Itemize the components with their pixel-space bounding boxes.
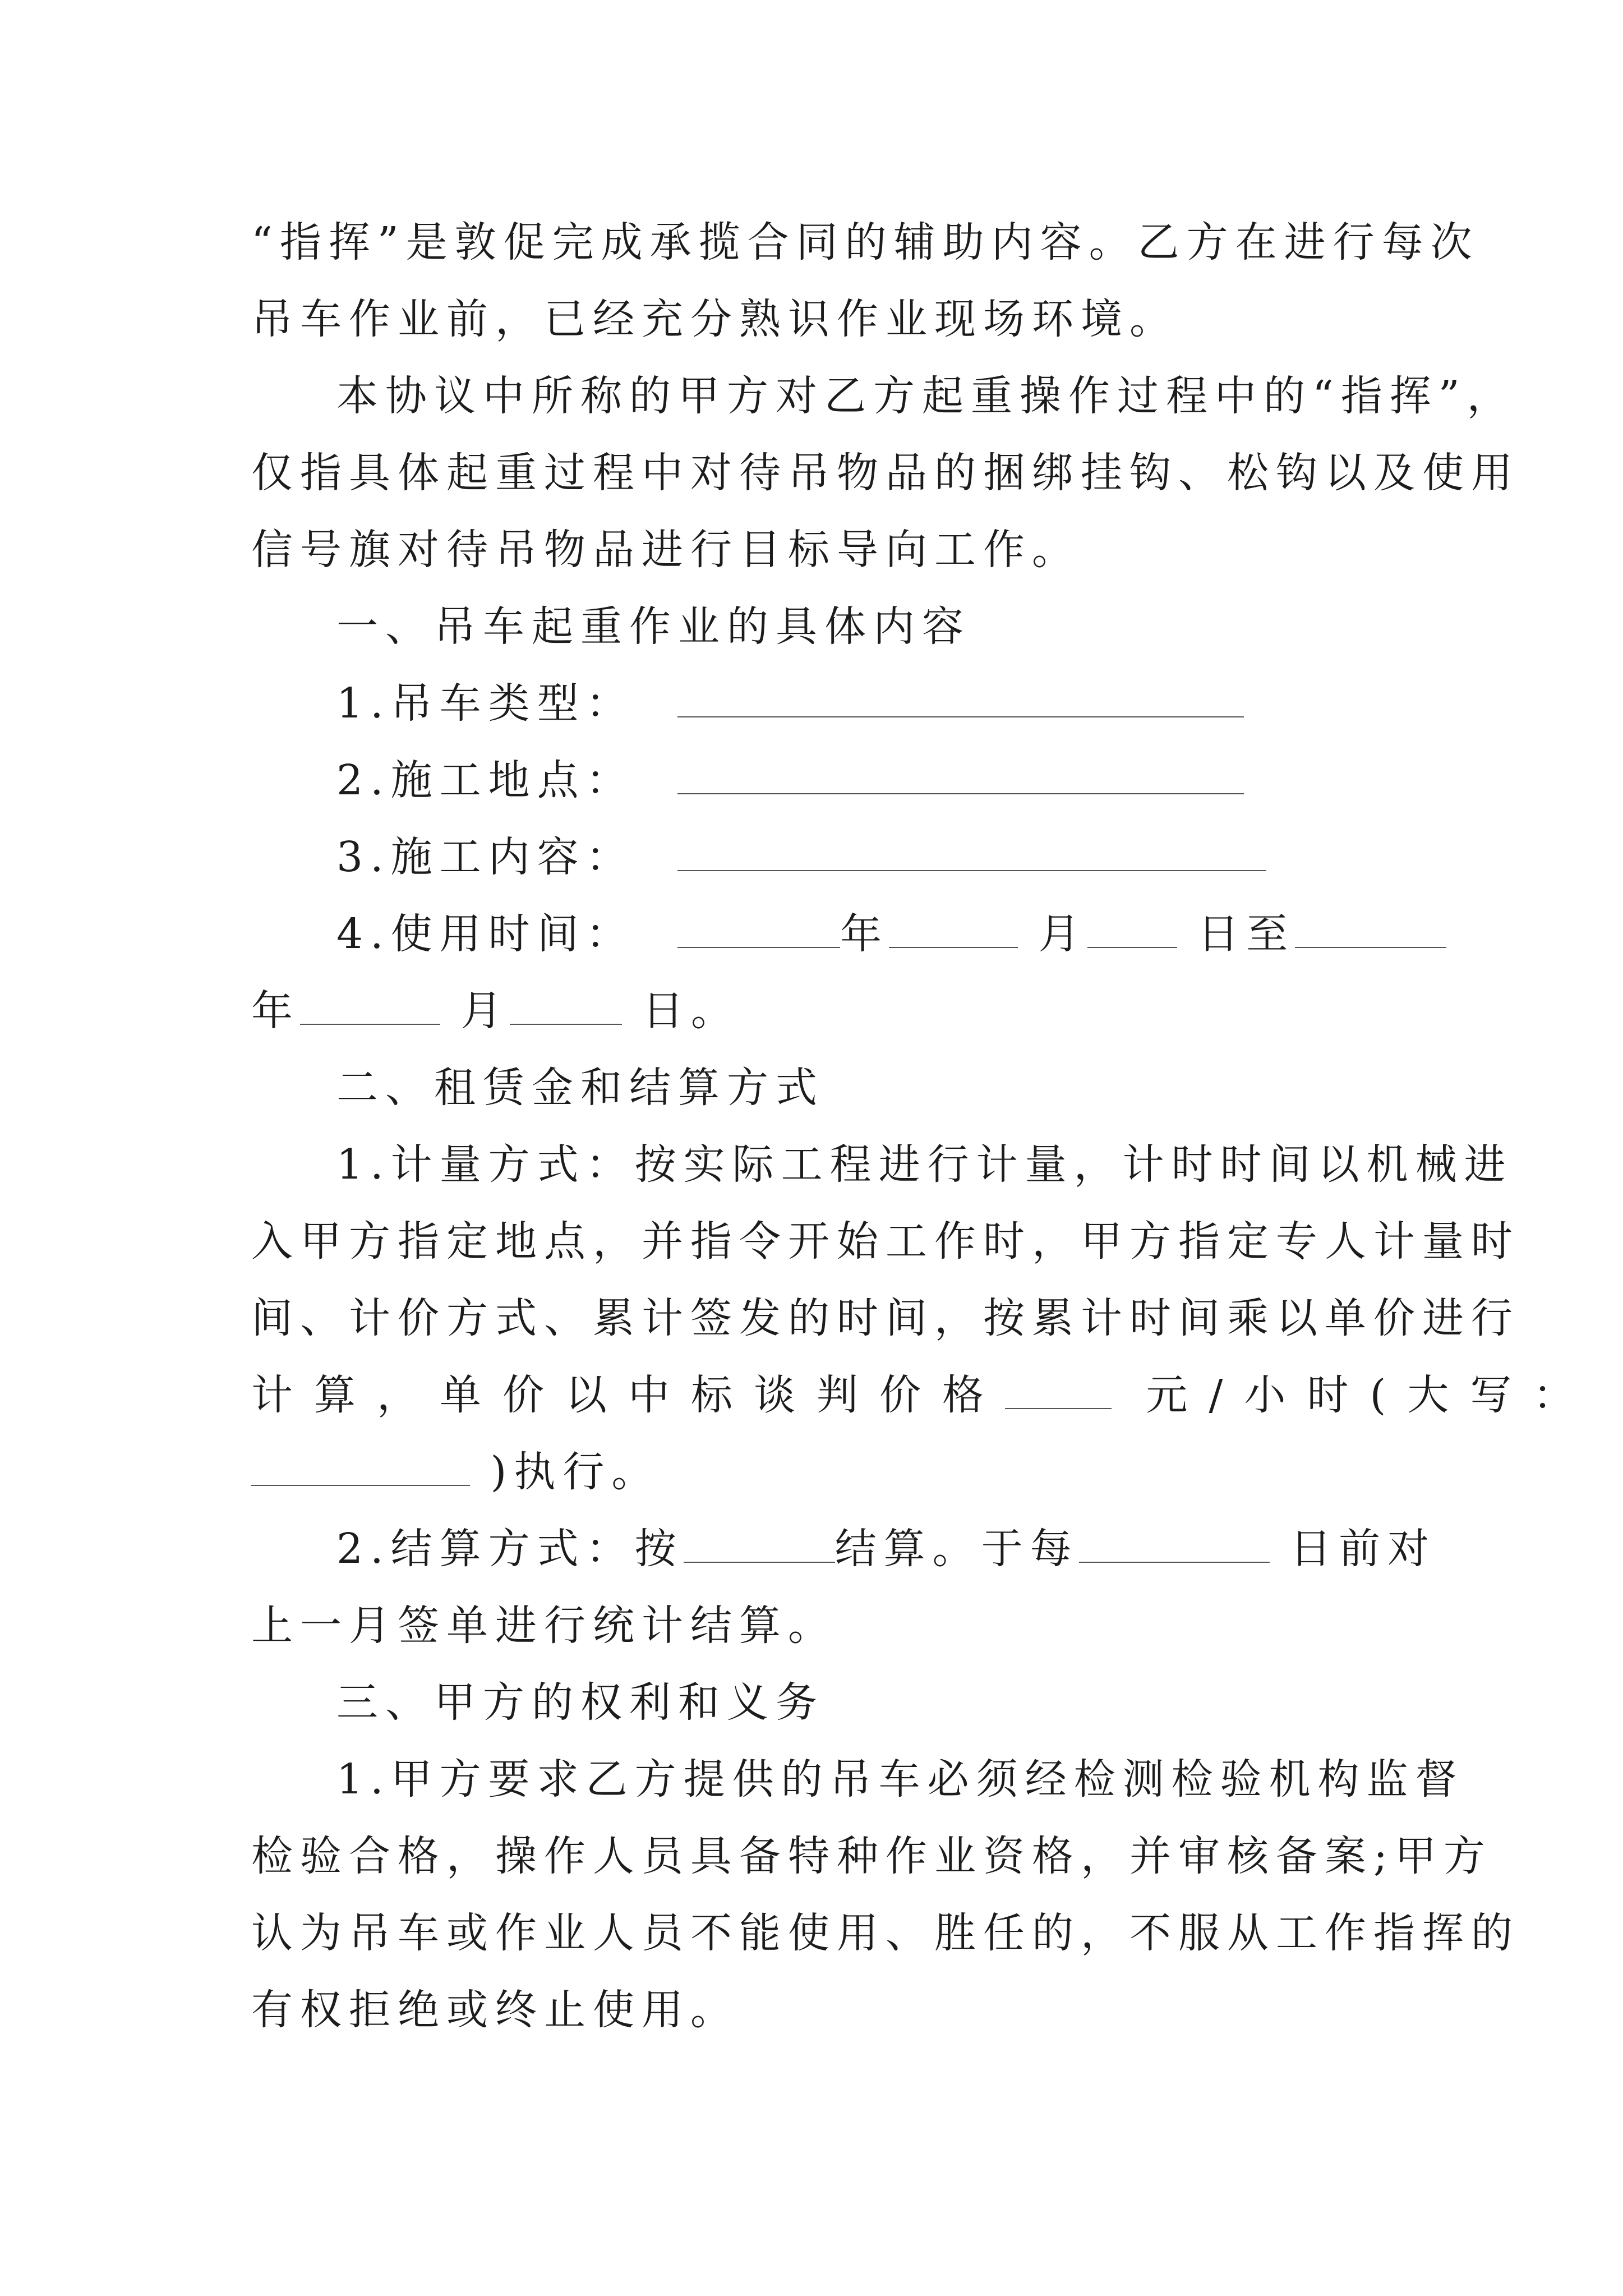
year-label: 年 (840, 910, 889, 958)
site-blank[interactable] (677, 756, 1244, 794)
paragraph-line: 认为吊车或作业人员不能使用、胜任的，不服从工作指挥的 (251, 1909, 1520, 1957)
paragraph-line: 1.甲方要求乙方提供的吊车必须经检测检验机构监督 (336, 1755, 1464, 1803)
year-label: 年 (251, 987, 300, 1035)
field-label: 1.吊车类型： (336, 679, 635, 728)
settlement-text-2: 结算。于每 (834, 1525, 1079, 1573)
form-line-site (336, 742, 1384, 819)
field-label: 4.使用时间： (336, 910, 635, 958)
section-heading: 一、吊车起重作业的具体内容 (336, 602, 971, 651)
section-heading: 三、甲方的权利和义务 (336, 1678, 824, 1727)
start-month-blank[interactable] (889, 910, 1018, 948)
paragraph-line: 入甲方指定地点，并指令开始工作时，甲方指定专人计量时 (251, 1217, 1520, 1266)
field-label: 3.施工内容： (336, 833, 635, 881)
settlement-method-blank[interactable] (684, 1525, 835, 1563)
paragraph-line: 本协议中所称的甲方对乙方起重操作过程中的“指挥”， (336, 372, 1516, 420)
paragraph-line: 上一月签单进行统计结算。 (251, 1602, 837, 1650)
unit-text: 元/小时(大写： (1146, 1371, 1596, 1419)
end-year-blank[interactable] (1295, 910, 1446, 948)
month-label: 月 (460, 987, 510, 1035)
section-heading: 二、租赁金和结算方式 (336, 1064, 824, 1112)
form-line-content (336, 819, 1384, 896)
paragraph-line: 检验合格，操作人员具备特种作业资格，并审核备案;甲方 (251, 1832, 1492, 1880)
form-line-crane-type (336, 665, 1384, 742)
field-label: 2.施工地点： (336, 756, 635, 804)
settlement-text: 2.结算方式：按 (336, 1525, 684, 1573)
month-label: 月 (1038, 910, 1087, 958)
settlement-day-blank[interactable] (1079, 1525, 1270, 1563)
form-line-time (336, 896, 1384, 973)
paragraph-line: 信号旗对待吊物品进行目标导向工作。 (251, 526, 1081, 574)
paragraph-line: 间、计价方式、累计签发的时间，按累计时间乘以单价进行 (251, 1294, 1520, 1342)
day-label: 日。 (642, 987, 740, 1035)
end-day-blank[interactable] (510, 987, 622, 1025)
end-month-blank[interactable] (300, 987, 440, 1025)
paragraph-line: 仅指具体起重过程中对待吊物品的捆绑挂钩、松钩以及使用 (251, 449, 1520, 497)
paragraph-line: “指挥”是敦促完成承揽合同的辅助内容。乙方在进行每次 (251, 218, 1479, 266)
execute-text: )执行。 (490, 1448, 661, 1496)
unit-price-blank[interactable] (1005, 1371, 1112, 1409)
price-in-words-blank[interactable] (251, 1448, 470, 1486)
settlement-text-3: 日前对 (1290, 1525, 1437, 1573)
paragraph-line: 有权拒绝或终止使用。 (251, 1986, 739, 2034)
start-day-blank[interactable] (1087, 910, 1177, 948)
paragraph-line (336, 1511, 1437, 1588)
paragraph-line: 吊车作业前，已经充分熟识作业现场环境。 (251, 295, 1178, 343)
paragraph-line: 1.计量方式：按实际工程进行计量，计时时间以机械进 (336, 1140, 1513, 1189)
start-year-blank[interactable] (677, 910, 840, 948)
price-text: 计算，单价以中标谈判价格 (251, 1371, 1005, 1419)
paragraph-line (251, 1357, 1596, 1434)
content-blank[interactable] (677, 833, 1266, 871)
to-label: 日至 (1197, 910, 1295, 958)
form-line-time-cont (251, 973, 1384, 1050)
crane-type-blank[interactable] (677, 679, 1244, 717)
paragraph-line (251, 1434, 1384, 1511)
